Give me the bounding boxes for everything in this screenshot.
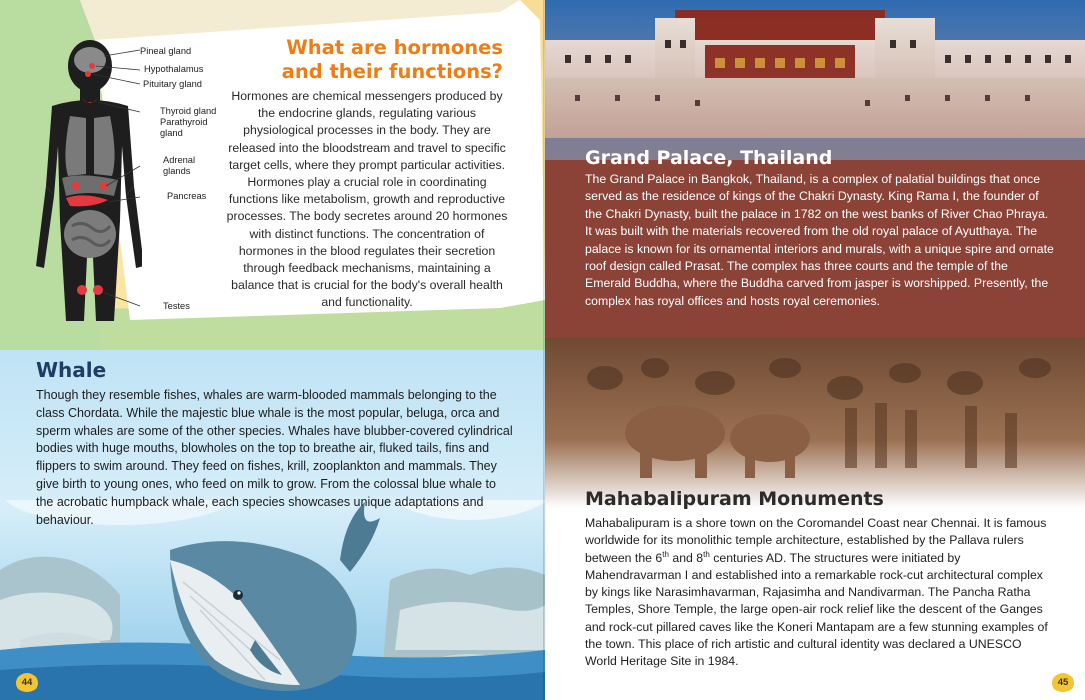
mahabalipuram-heading: Mahabalipuram Monuments (585, 488, 884, 510)
mahabalipuram-text-3: centuries AD. The structures were initiated by Mahendravarman I and established into a remarkable rock-cut architectural complex by kings like Narasimhavarman, Rajasimha and Nandivarman. The Pancha Ratha Temples, Shore Temple, the large open-air rock relief like the descent of the Ganges and rock-cut pillared caves like the Koneri Mantapam are a few stunning examples of the town. This place of rich artistic and cultural identity was declared a UNESCO World Heritage Site in 1984. (585, 550, 1048, 669)
label-hypothalamus: Hypothalamus (144, 64, 204, 74)
label-thyroid-gland: Thyroid gland (160, 106, 217, 116)
label-pituitary-gland: Pituitary gland (143, 79, 202, 89)
page-number-left (14, 671, 40, 693)
label-testes: Testes (163, 301, 190, 311)
whale-paragraph: Though they resemble fishes, whales are warm-blooded mammals belonging to the class Chordata. While the majestic blue whale is the most popular, beluga, orca and sperm whales are some of the other species. Whales have blubber-covered cylindrical bodies with huge mouths, blowholes on the top to breathe air, fluked tails, fins and flippers to swim around. They feed on fishes, krill, zooplankton and mammals. They give birth to young ones, who feed on milk to grow. From the colossal blue whale to the acrobatic humpback whale, each species showcases unique adaptations and behaviour. (36, 388, 513, 527)
whale-heading: Whale (36, 358, 107, 382)
grand-palace-section (545, 0, 1085, 338)
label-pancreas: Pancreas (167, 191, 207, 201)
book-gutter (543, 0, 546, 700)
ordinal-suffix-6th: th (662, 549, 669, 559)
mahabalipuram-text-1: Mahabalipuram is a shore town on the Coromandel Coast near Chennai. It is famous worldwide for its monolithic temple architecture, established by the Pallava rulers between the 6 (585, 516, 1047, 565)
right-page (545, 0, 1085, 700)
hormones-paragraph: Hormones are chemical messengers produced by the endocrine glands, regulating various physiological processes in the body. They are released into the bloodstream and travel to specific target cells, where they prompt particular activities. Hormones play a crucial role in coordinating functions like metabolism, growth and reproductive processes. The body secretes around 20 hormones with distinct functions. The concentration of hormones in the blood regulates their secretion through feedback mechanisms, maintaining a balance that is crucial for the body's overall health and functionality. (226, 89, 508, 310)
page-number-left-text: 44 (21, 676, 33, 688)
hormones-section (0, 0, 545, 350)
label-parathyroid-gland: Parathyroid gland (160, 117, 208, 138)
grand-palace-paragraph: The Grand Palace in Bangkok, Thailand, is a complex of palatial buildings that once served as the residence of kings of the Chakri Dynasty. King Rama I, the founder of the Chakri Dynasty, built the palace in 1782 on the west banks of River Chao Phraya. It was built with the materials recovered from the old royal palace of Ayutthaya. The palace is known for its ornamental interiors and murals, with a unique spire and ornate roof design called Prasat. The complex has three courts and the temple of the Emerald Buddha, where the Buddha carved from jasper is worshipped. Presently, the complex has royal offices and hosts royal ceremonies. (585, 172, 1054, 308)
label-adrenal-glands: Adrenal glands (163, 155, 196, 176)
page-number-right-text: 45 (1057, 676, 1069, 688)
whale-section (0, 350, 545, 700)
mahabalipuram-text-2: and 8 (668, 550, 704, 565)
mahabalipuram-paragraph (585, 515, 1055, 671)
ordinal-suffix-8th: th (703, 549, 710, 559)
mahabalipuram-section (545, 338, 1085, 700)
label-pineal-gland: Pineal gland (140, 46, 192, 56)
page-number-right (1050, 671, 1076, 693)
grand-palace-heading: Grand Palace, Thailand (585, 147, 833, 169)
hormones-heading: What are hormones and their functions? (281, 36, 503, 83)
whale-ocean-illustration (0, 500, 545, 700)
rock-relief-photo (545, 338, 1085, 508)
endocrine-body-illustration (22, 36, 142, 321)
